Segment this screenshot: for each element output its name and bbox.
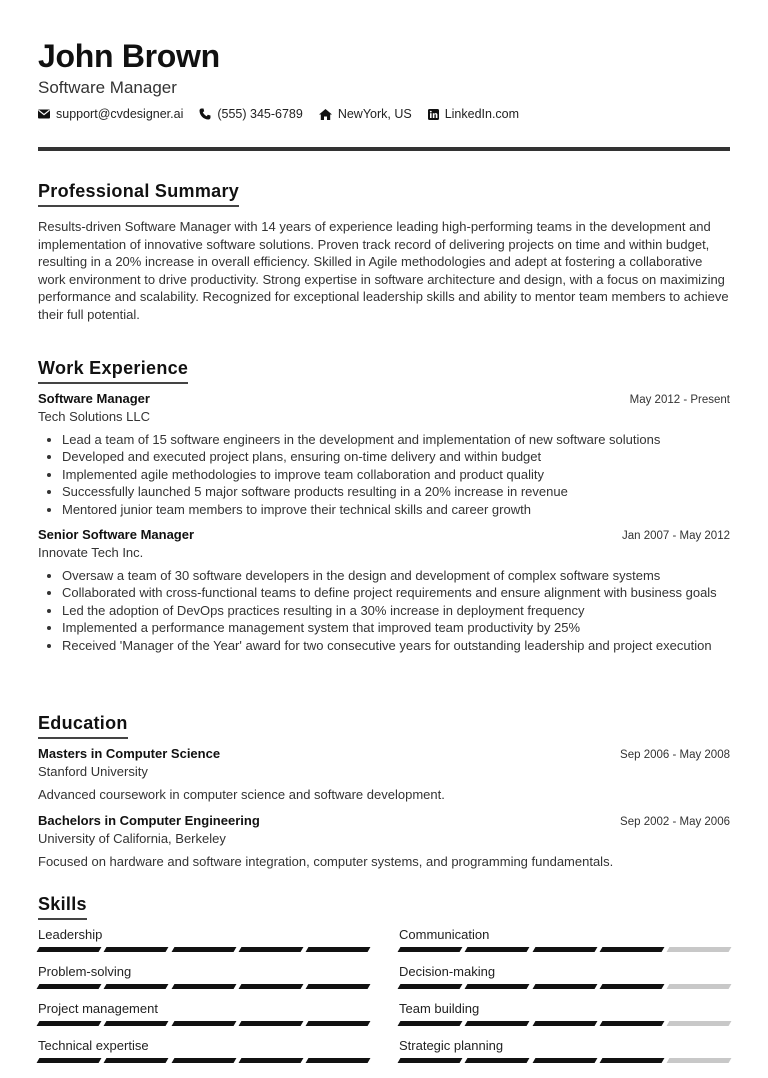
skill-row	[38, 926, 730, 963]
resume-header	[38, 36, 730, 121]
contact-linkedin[interactable]	[428, 107, 519, 121]
summary-text: Results-driven Software Manager with 14 years of experience leading high-performing teams in the development and implementation of innovative software solutions. Proven track record of delivering projects on time and within budget, resulting in a 20% increase in overall efficiency. Skilled in Agile methodologies and adept at fostering a collaborative work environment to drive productivity. Strong expertise in software architecture and design, with a focus on maximizing performance and scalability. Recognized for exceptional leadership skills and ability to mentor team members to achieve their full potential.	[38, 219, 729, 322]
job-entry	[38, 390, 730, 518]
skill-name: Project management	[38, 1001, 158, 1016]
job-bullet: • Implemented agile methodologies to improve team collaboration and product quality	[62, 466, 730, 483]
job-bullet: • Collaborated with cross-functional teams to define project requirements and ensure alignment with business goals	[62, 584, 730, 601]
skill-level-segment-filled	[306, 1021, 371, 1026]
skill-level-segment-filled	[37, 947, 102, 952]
skill-level-segment-empty	[667, 1021, 732, 1026]
school-name: Stanford University	[38, 764, 148, 779]
skill-level-segment-filled	[238, 1021, 303, 1026]
skills-grid	[38, 926, 730, 1074]
job-entry	[38, 526, 730, 654]
skill-level-segment-filled	[37, 984, 102, 989]
job-bullet: • Received 'Manager of the Year' award for two consecutive years for outstanding leadership and project execution	[62, 637, 730, 654]
contact-email[interactable]	[38, 107, 183, 121]
skill-level-bar	[38, 947, 369, 952]
skill-level-segment-filled	[599, 1058, 664, 1063]
skill-level-segment-filled	[599, 947, 664, 952]
skill-level-segment-filled	[171, 947, 236, 952]
contact-phone[interactable]	[199, 107, 302, 121]
skill-level-segment-filled	[532, 1021, 597, 1026]
skill-level-bar	[38, 1021, 369, 1026]
education-description: Focused on hardware and software integration, computer systems, and programming fundamentals.	[38, 854, 614, 869]
envelope-icon	[38, 109, 50, 119]
job-company: Innovate Tech Inc.	[38, 545, 144, 560]
skill-item	[38, 926, 369, 963]
skill-level-segment-filled	[532, 1058, 597, 1063]
phone-icon	[199, 108, 211, 120]
skill-level-segment-filled	[238, 1058, 303, 1063]
contact-linkedin-text: LinkedIn.com	[444, 107, 520, 121]
skill-level-bar	[399, 1021, 730, 1026]
education-dates: Sep 2006 - May 2008	[620, 749, 730, 761]
education-entry	[38, 745, 730, 803]
skill-row	[38, 1037, 730, 1074]
job-bullet: • Implemented a performance management system that improved team productivity by 25%	[62, 619, 730, 636]
skill-level-segment-filled	[171, 984, 236, 989]
skill-level-segment-filled	[238, 984, 303, 989]
skill-item	[38, 1000, 369, 1037]
skill-level-segment-filled	[465, 1058, 530, 1063]
skill-item	[38, 963, 369, 1000]
skill-level-segment-filled	[238, 947, 303, 952]
skill-level-segment-filled	[398, 984, 463, 989]
linkedin-icon	[428, 109, 439, 120]
contact-location	[319, 107, 412, 121]
skill-name: Decision-making	[399, 964, 496, 979]
skill-level-segment-filled	[599, 984, 664, 989]
education-heading: Education	[38, 712, 128, 739]
skill-item	[399, 1037, 730, 1074]
skill-level-segment-filled	[104, 984, 169, 989]
degree-title: Masters in Computer Science	[38, 746, 221, 761]
skill-level-segment-filled	[398, 947, 463, 952]
education-entry	[38, 812, 730, 870]
skill-level-segment-filled	[465, 947, 530, 952]
contact-list	[38, 107, 730, 121]
job-bullet: • Developed and executed project plans, ensuring on-time delivery and within budget	[62, 448, 730, 465]
skill-row	[38, 1000, 730, 1037]
skill-name: Team building	[399, 1001, 480, 1016]
summary-heading: Professional Summary	[38, 180, 239, 207]
skill-level-segment-filled	[398, 1058, 463, 1063]
skill-level-segment-filled	[398, 1021, 463, 1026]
job-title: Senior Software Manager	[38, 527, 195, 542]
skill-level-bar	[38, 1058, 369, 1063]
skill-name: Communication	[399, 927, 490, 942]
contact-phone-text: (555) 345-6789	[217, 107, 303, 121]
skill-name: Technical expertise	[38, 1038, 149, 1053]
skill-level-segment-filled	[599, 1021, 664, 1026]
skill-name: Problem-solving	[38, 964, 132, 979]
skill-level-segment-filled	[465, 984, 530, 989]
job-bullet: • Oversaw a team of 30 software developers in the design and development of complex software systems	[62, 567, 730, 584]
job-bullets	[38, 431, 730, 518]
skill-level-segment-filled	[465, 1021, 530, 1026]
skill-item	[38, 1037, 369, 1074]
school-name: University of California, Berkeley	[38, 831, 226, 846]
skill-level-segment-empty	[667, 1058, 732, 1063]
skill-level-segment-filled	[306, 947, 371, 952]
job-bullet: • Led the adoption of DevOps practices resulting in a 30% increase in deployment frequency	[62, 602, 730, 619]
job-bullet: • Successfully launched 5 major software products resulting in a 20% increase in revenue	[62, 483, 730, 500]
skill-level-segment-filled	[306, 1058, 371, 1063]
job-bullet: • Lead a team of 15 software engineers in the development and implementation of new software solutions	[62, 431, 730, 448]
skill-level-segment-filled	[306, 984, 371, 989]
skill-item	[399, 963, 730, 1000]
skill-level-segment-filled	[532, 984, 597, 989]
degree-title: Bachelors in Computer Engineering	[38, 813, 260, 828]
skill-name: Strategic planning	[399, 1038, 504, 1053]
skill-level-bar	[38, 984, 369, 989]
education-description: Advanced coursework in computer science and software development.	[38, 787, 445, 802]
contact-location-text: NewYork, US	[337, 107, 412, 121]
skills-heading: Skills	[38, 893, 87, 920]
contact-email-text: support@cvdesigner.ai	[56, 107, 184, 121]
skill-level-segment-filled	[37, 1058, 102, 1063]
candidate-role: Software Manager	[38, 78, 177, 97]
home-icon	[319, 109, 332, 120]
skill-row	[38, 963, 730, 1000]
skill-name: Leadership	[38, 927, 103, 942]
skill-item	[399, 1000, 730, 1037]
skill-level-segment-empty	[667, 984, 732, 989]
skill-level-segment-filled	[104, 1021, 169, 1026]
candidate-name: John Brown	[38, 38, 220, 74]
skill-item	[399, 926, 730, 963]
job-company: Tech Solutions LLC	[38, 409, 151, 424]
skill-level-segment-filled	[104, 947, 169, 952]
header-divider	[38, 147, 730, 151]
job-title: Software Manager	[38, 391, 150, 406]
skill-level-segment-empty	[667, 947, 732, 952]
job-dates: Jan 2007 - May 2012	[621, 530, 730, 542]
skill-level-bar	[399, 984, 730, 989]
education-dates: Sep 2002 - May 2006	[620, 816, 730, 828]
skill-level-bar	[399, 947, 730, 952]
job-dates: May 2012 - Present	[629, 394, 730, 406]
experience-heading: Work Experience	[38, 357, 188, 384]
skill-level-segment-filled	[532, 947, 597, 952]
job-bullets	[38, 567, 730, 654]
job-bullet: • Mentored junior team members to improve their technical skills and career growth	[62, 501, 730, 518]
skill-level-segment-filled	[104, 1058, 169, 1063]
skill-level-segment-filled	[171, 1021, 236, 1026]
skill-level-segment-filled	[37, 1021, 102, 1026]
skill-level-bar	[399, 1058, 730, 1063]
skill-level-segment-filled	[171, 1058, 236, 1063]
